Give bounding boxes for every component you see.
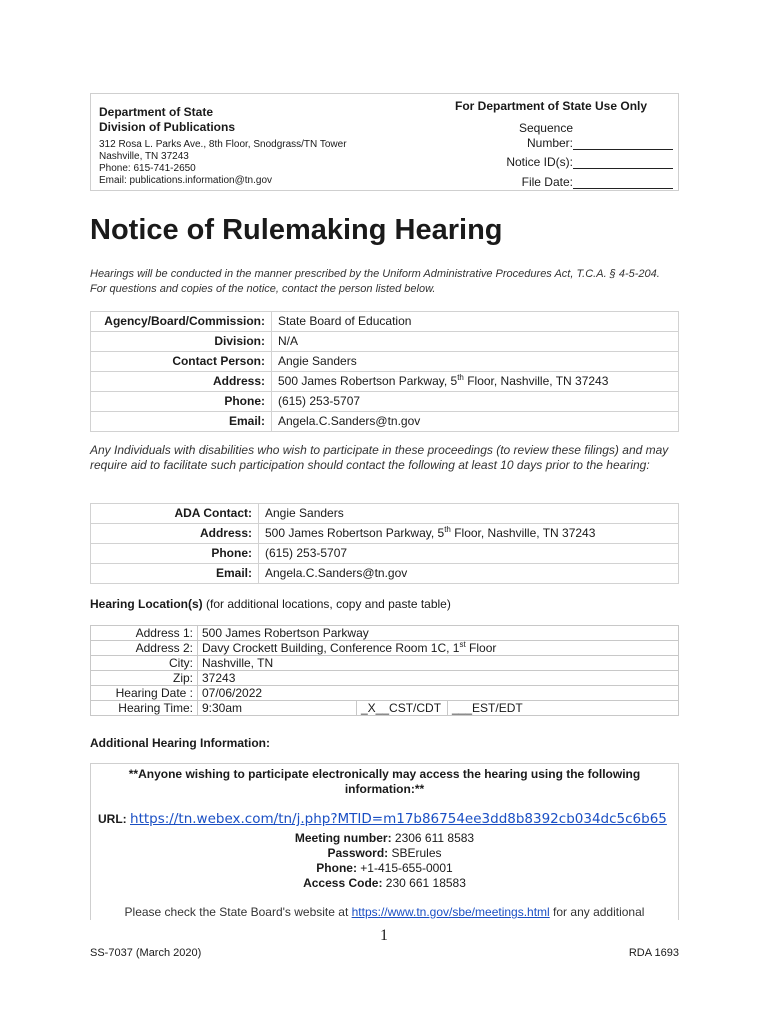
division-value: N/A	[272, 332, 679, 352]
additional-info-box	[90, 763, 679, 920]
url-row	[98, 811, 667, 827]
sequence-label-1: Sequence	[518, 121, 573, 135]
table-row	[91, 626, 679, 641]
state-use-block	[431, 94, 679, 190]
table-row	[91, 641, 679, 656]
address-label: Address:	[91, 372, 272, 392]
agency-value: State Board of Education	[272, 312, 679, 332]
cst-option: _X__CST/CDT	[357, 701, 448, 716]
rda-number: RDA 1693	[628, 947, 679, 959]
hearing-date-value: 07/06/2022	[198, 686, 679, 701]
department-city: Nashville, TN 37243	[99, 151, 189, 162]
ada-contact-value: Angie Sanders	[259, 504, 679, 524]
ada-address-value: 500 James Robertson Parkway, 5th Floor, Nashville, TN 37243	[259, 524, 679, 544]
meeting-number: Meeting number: 2306 611 8583	[294, 831, 475, 845]
table-row	[91, 332, 679, 352]
ada-phone-value: (615) 253-5707	[259, 544, 679, 564]
ada-email-value: Angela.C.Sanders@tn.gov	[259, 564, 679, 584]
division-label: Division:	[91, 332, 272, 352]
email-value: Angela.C.Sanders@tn.gov	[272, 412, 679, 432]
agency-table	[90, 311, 679, 432]
hearing-time-value: 9:30am	[198, 701, 357, 716]
ada-address-label: Address:	[91, 524, 259, 544]
form-number: SS-7037 (March 2020)	[90, 947, 202, 959]
file-date-label: File Date:	[521, 175, 573, 189]
address2-value: Davy Crockett Building, Conference Room 1C, 1st Floor	[198, 641, 679, 656]
department-address-block	[99, 105, 429, 187]
table-row	[91, 312, 679, 332]
additional-heading: Additional Hearing Information:	[90, 736, 270, 750]
contact-value: Angie Sanders	[272, 352, 679, 372]
phone: Phone: +1-415-655-0001	[316, 861, 453, 875]
table-row	[91, 701, 679, 716]
header-box	[90, 93, 679, 191]
location-heading: Hearing Location(s) (for additional locations, copy and paste table)	[90, 597, 451, 611]
state-use-title: For Department of State Use Only	[455, 99, 648, 113]
address1-label: Address 1:	[91, 626, 198, 641]
est-option: ___EST/EDT	[448, 701, 679, 716]
ada-email-label: Email:	[91, 564, 259, 584]
notice-id-field[interactable]	[573, 168, 673, 169]
phone-label: Phone:	[91, 392, 272, 412]
table-row	[91, 352, 679, 372]
electronic-notice-line-1: **Anyone wishing to participate electronically may access the hearing using the following	[128, 767, 641, 781]
sequence-label-2: Number:	[526, 136, 573, 150]
table-row	[91, 656, 679, 671]
table-row	[91, 544, 679, 564]
address-value: 500 James Robertson Parkway, 5th Floor, Nashville, TN 37243	[272, 372, 679, 392]
url-label: URL:	[98, 812, 127, 826]
table-row	[91, 564, 679, 584]
electronic-notice-line-2: information:**	[344, 782, 425, 796]
intro-line-1: Hearings will be conducted in the manner prescribed by the Uniform Administrative Procedures Act, T.C.A. § 4-5-204.	[90, 268, 660, 280]
disability-paragraph: Any Individuals with disabilities who wish to participate in these proceedings (to review these filings) and may require aid to facilitate such participation should contact the following at least 10 days prior to the hearing:	[90, 443, 669, 472]
page-number: 1	[380, 927, 388, 944]
table-row	[91, 524, 679, 544]
table-row	[91, 372, 679, 392]
department-email: Email: publications.information@tn.gov	[99, 175, 273, 186]
contact-label: Contact Person:	[91, 352, 272, 372]
hearing-time-label: Hearing Time:	[91, 701, 198, 716]
address2-label: Address 2:	[91, 641, 198, 656]
department-name: Department of State	[99, 105, 214, 119]
intro-line-2: For questions and copies of the notice, contact the person listed below.	[90, 283, 436, 295]
department-phone: Phone: 615-741-2650	[99, 163, 196, 174]
notice-id-label: Notice ID(s):	[506, 155, 573, 169]
ada-phone-label: Phone:	[91, 544, 259, 564]
city-value: Nashville, TN	[198, 656, 679, 671]
page-title: Notice of Rulemaking Hearing	[90, 214, 503, 246]
email-label: Email:	[91, 412, 272, 432]
password: Password: SBErules	[327, 846, 442, 860]
zip-value: 37243	[198, 671, 679, 686]
table-row	[91, 412, 679, 432]
table-row	[91, 392, 679, 412]
table-row	[91, 686, 679, 701]
ada-table	[90, 503, 679, 584]
sequence-number-field[interactable]	[573, 149, 673, 150]
table-row	[91, 671, 679, 686]
agency-label: Agency/Board/Commission:	[91, 312, 272, 332]
zip-label: Zip:	[91, 671, 198, 686]
phone-value: (615) 253-5707	[272, 392, 679, 412]
city-label: City:	[91, 656, 198, 671]
access-code: Access Code: 230 661 18583	[303, 876, 466, 890]
address1-value: 500 James Robertson Parkway	[198, 626, 679, 641]
intro-text	[90, 267, 690, 297]
file-date-field[interactable]	[573, 188, 673, 189]
department-address: 312 Rosa L. Parks Ave., 8th Floor, Snodgrass/TN Tower	[99, 139, 347, 150]
hearing-location-table	[90, 625, 679, 716]
sbe-meetings-link[interactable]: https://www.tn.gov/sbe/meetings.html	[351, 905, 550, 919]
division-name: Division of Publications	[99, 120, 236, 134]
ada-contact-label: ADA Contact:	[91, 504, 259, 524]
table-row	[91, 504, 679, 524]
webex-url-link[interactable]: https://tn.webex.com/tn/j.php?MTID=m17b86754ee3dd8b8392cb034dc5c6b65	[130, 811, 667, 827]
check-website-line: Please check the State Board's website at https://www.tn.gov/sbe/meetings.html for any additional	[124, 905, 645, 919]
hearing-date-label: Hearing Date :	[91, 686, 198, 701]
